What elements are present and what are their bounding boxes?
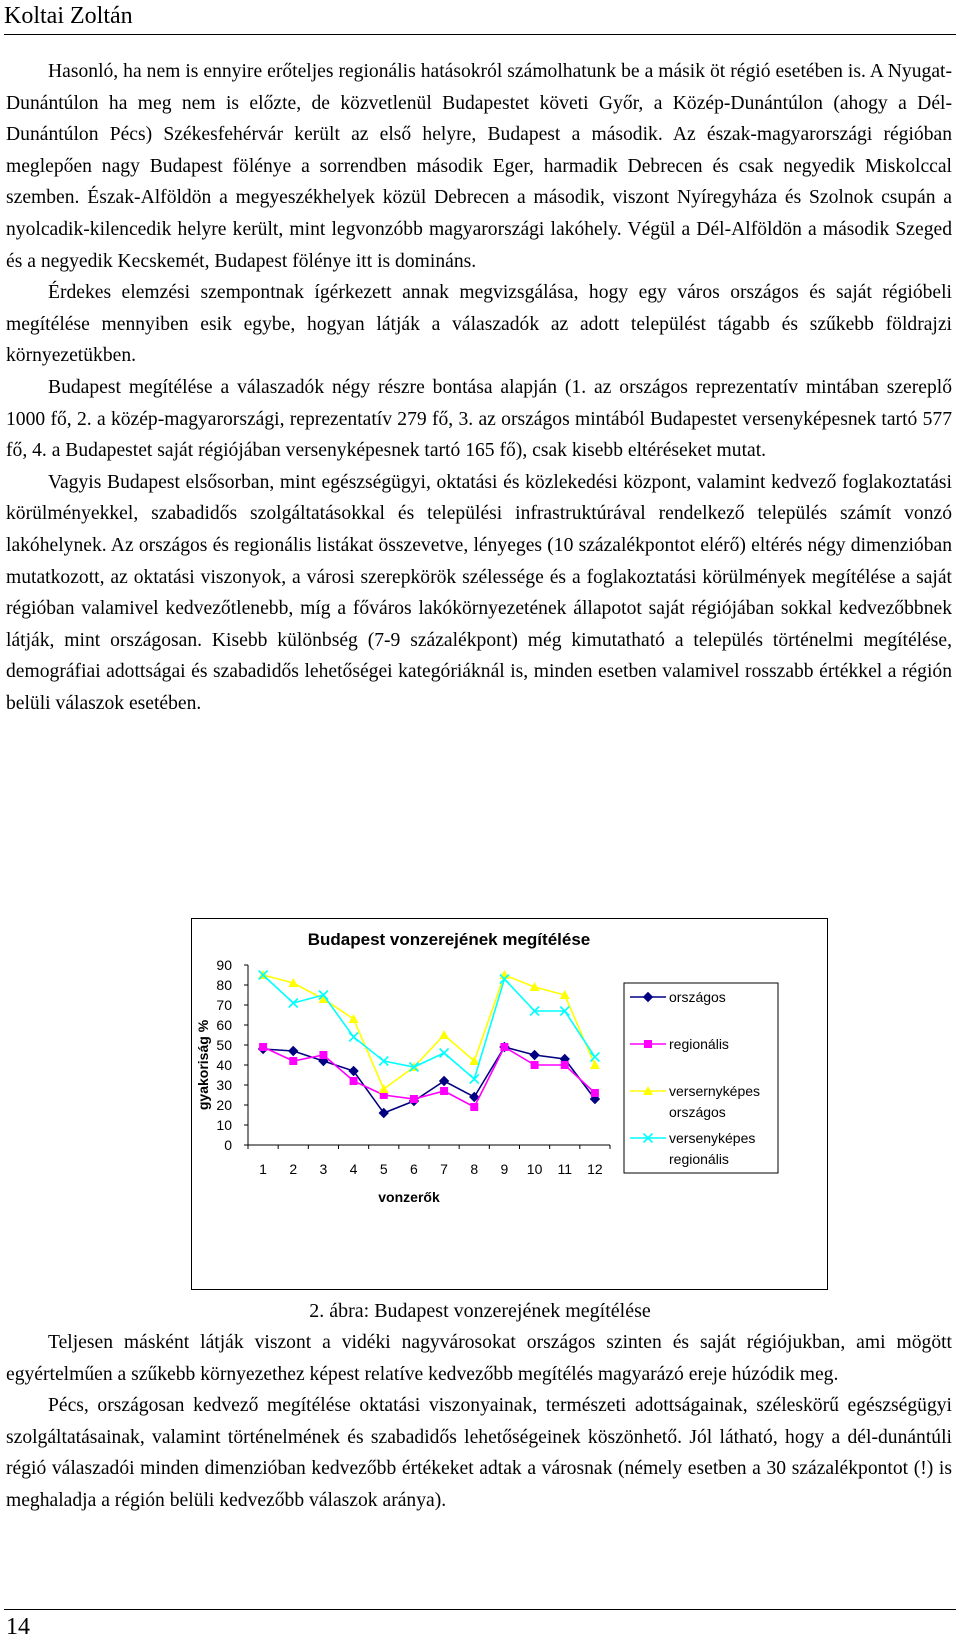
paragraph: Pécs, országosan kedvező megítélése oktatási viszonyainak, természeti adottságainak, széleskörű egészségügyi szolgáltatásainak, valamint történelmének és szabadidős lehetőségeinek köszönhető. Jól látható, hogy a dél-dunántúli régió válaszadói minden dimenzióban kedvezőbb értékeket adtak a városnak (némely esetben a 30 százalékpontot (!) is meghaladja a régión belüli kedvezőbb válaszok aránya).	[6, 1395, 952, 1511]
data-point	[531, 1061, 539, 1069]
paragraph: Vagyis Budapest elsősorban, mint egészségügyi, oktatási és közlekedési központ, valamint kedvező foglakoztatási körülményekkel, szabadidős szolgáltatásokkal és települési infrastruktúrával rendelkező település számít vonzó lakóhelynek. Az országos és regionális listákat összevetve, lényeges (10 százalékpontot elérő) eltérés négy dimenzióban mutatkozott, az oktatási viszonyok, a városi szerepkörök szélessége és a foglakoztatási körülmények megítélése a saját régióban valamivel kedvezőtlenebb, míg a főváros lakókörnyezetének állapotot saját régiójában sokkal kedvezőbbnek látják, mint országosan. Kisebb különbség (7-9 százalékpont) még kimutatható a település történelmi megítélése, demográfiai adottságai és szabadidős lehetőségei kategóriáknál is, minden esetben valamivel rosszabb értékkel a régión belüli válaszok esetében.	[6, 471, 952, 714]
x-tick-label: 12	[587, 1161, 603, 1177]
x-tick-label: 9	[500, 1161, 509, 1177]
x-tick-label: 2	[289, 1161, 298, 1177]
data-point	[379, 1084, 389, 1093]
chart-figure	[191, 918, 828, 1290]
data-point	[470, 1075, 479, 1084]
body-text-top	[6, 56, 952, 719]
x-tick-label: 5	[379, 1161, 388, 1177]
series-line-3	[263, 975, 595, 1089]
data-point	[561, 1061, 569, 1069]
data-point	[500, 1043, 508, 1051]
y-tick-label: 60	[216, 1017, 232, 1033]
header-rule	[4, 34, 956, 35]
data-point	[470, 1103, 478, 1111]
data-point	[439, 1030, 449, 1039]
y-tick-label: 0	[224, 1137, 232, 1153]
y-axis-label: gyakoriság %	[195, 1019, 211, 1111]
paragraph: Érdekes elemzési szempontnak ígérkezett annak megvizsgálása, hogy egy város országos és saját régióbeli megítélése mennyiben esik egybe, hogyan látják a válaszadók az adott települést tágabb és szűkebb földrajzi környezetükben.	[6, 282, 952, 367]
x-tick-label: 10	[526, 1161, 543, 1177]
data-point	[530, 1051, 539, 1060]
data-point	[289, 1057, 297, 1065]
data-point	[440, 1087, 448, 1095]
figure-caption: 2. ábra: Budapest vonzerejének megítélése	[309, 1300, 651, 1322]
legend-label-line: versenyképes	[669, 1130, 756, 1146]
y-tick-label: 20	[216, 1097, 232, 1113]
page-number: 14	[6, 1614, 30, 1640]
legend-label	[669, 989, 726, 1005]
y-tick-label: 30	[216, 1077, 232, 1093]
paragraph: Budapest megítélése a válaszadók négy részre bontása alapján (1. az országos reprezentatív mintában szereplő 1000 fő, 2. a közép-magyarországi, reprezentatív 279 fő, 3. az országos mintából Budapestet versenyképesnek tartó 577 fő, 4. a Budapestet saját régiójában versenyképesnek tartó 165 fő), csak kisebb eltéréseket mutat.	[6, 376, 952, 462]
data-point	[440, 1049, 449, 1058]
x-tick-label: 4	[349, 1161, 358, 1177]
chart-title: Budapest vonzerejének megítélése	[307, 930, 591, 949]
data-point	[350, 1077, 358, 1085]
y-tick-label: 90	[216, 957, 232, 973]
x-tick-label: 8	[470, 1161, 479, 1177]
y-tick-label: 40	[216, 1057, 232, 1073]
x-tick-label: 7	[440, 1161, 448, 1177]
y-tick-label: 10	[216, 1117, 232, 1133]
data-point	[530, 982, 540, 991]
data-point	[259, 1043, 267, 1051]
x-tick-label: 6	[410, 1161, 418, 1177]
legend-label	[669, 1036, 729, 1052]
legend-label-line: regionális	[669, 1151, 729, 1167]
data-point	[410, 1095, 418, 1103]
paragraph: Hasonló, ha nem is ennyire erőteljes regionális hatásokról számolhatunk be a másik öt régió esetében is. A Nyugat-Dunántúlon ha meg nem is előzte, de közvetlenül Budapestet követi Győr, a Közép-Dunántúlon (ahogy a Dél-Dunántúlon Pécs) Székesfehérvár került az első helyre, Budapest a második. Az észak-magyarországi régióban meglepően nagy Budapest fölénye a sorrendben második Eger, harmadik Debrecen és csak negyedik Miskolccal szemben. Észak-Alföldön a megyeszékhelyek közül Debrecen a második, viszont Nyíregyháza és Szolnok csupán a nyolcadik-kilencedik helyre került, mint legvonzóbb magyarországi lakóhely. Végül a Dél-Alföldön a második Szeged és a negyedik Kecskemét, Budapest fölénye itt is domináns.	[6, 61, 952, 272]
legend-label-line: versernyképes	[669, 1083, 761, 1099]
footer-rule	[4, 1609, 956, 1610]
data-point	[591, 1089, 599, 1097]
data-point	[289, 1047, 298, 1056]
x-axis-label: vonzerők	[378, 1189, 440, 1205]
legend-label-line: regionális	[669, 1036, 729, 1052]
data-point	[289, 999, 298, 1008]
x-tick-label: 1	[259, 1161, 267, 1177]
body-text-bottom	[6, 1327, 952, 1517]
y-tick-label: 70	[216, 997, 232, 1013]
line-chart	[192, 919, 827, 1289]
x-tick-label: 11	[557, 1161, 573, 1177]
data-point	[349, 1014, 359, 1023]
data-point	[349, 1033, 358, 1042]
x-tick-label: 3	[319, 1161, 328, 1177]
y-tick-label: 50	[216, 1037, 232, 1053]
running-head-author: Koltai Zoltán	[4, 3, 133, 29]
legend-label-line: országos	[669, 989, 726, 1005]
y-tick-label: 80	[216, 977, 232, 993]
data-point	[319, 1051, 327, 1059]
legend-marker	[644, 1040, 652, 1048]
paragraph: Teljesen másként látják viszont a vidéki nagyvárosokat országos szinten és saját régiójukban, ami mögött egyértelműen a szűkebb környezethez képest relatíve kedvezőbb megítélés magyarázó ereje húzódik meg.	[6, 1332, 952, 1385]
data-point	[440, 1077, 449, 1086]
legend-label-line: országos	[669, 1104, 726, 1120]
